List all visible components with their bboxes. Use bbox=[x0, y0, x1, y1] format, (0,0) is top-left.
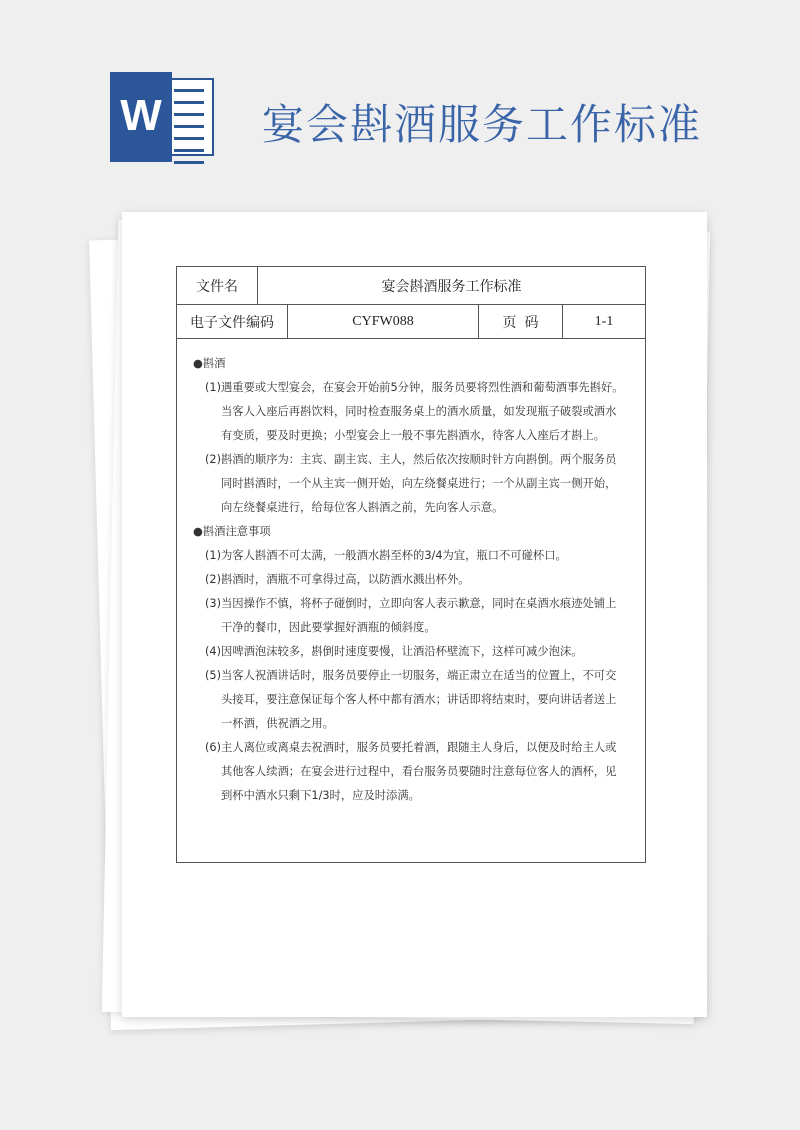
list-item-line: 其他客人续酒；在宴会进行过程中，看台服务员要随时注意每位客人的酒杯，见 bbox=[221, 765, 617, 778]
word-logo-tile bbox=[110, 72, 172, 162]
list-item-line: (1)为客人斟酒不可太满，一般酒水斟至杯的3/4为宜，瓶口不可碰杯口。 bbox=[205, 549, 567, 562]
list-item-line: (1)遇重要或大型宴会，在宴会开始前5分钟，服务员要将烈性酒和葡萄酒事先斟好。 bbox=[205, 381, 624, 394]
list-item-line: (5)当客人祝酒讲话时，服务员要停止一切服务，端正肃立在适当的位置上，不可交 bbox=[205, 669, 617, 682]
section-title: ●斟酒注意事项 bbox=[193, 525, 271, 538]
header-row-title bbox=[177, 267, 645, 305]
banner-title: 宴会斟酒服务工作标准 bbox=[262, 100, 703, 149]
list-item-line: (6)主人离位或离桌去祝酒时，服务员要托着酒，跟随主人身后，以便及时给主人或 bbox=[205, 741, 617, 754]
list-item-line: 有变质，要及时更换；小型宴会上一般不事先斟酒水，待客人入座后才斟上。 bbox=[221, 429, 606, 442]
header-row-code bbox=[177, 305, 645, 339]
document-body bbox=[177, 339, 645, 808]
list-item-line: 当客人入座后再斟饮料，同时检查服务桌上的酒水质量，如发现瓶子破裂或酒水 bbox=[221, 405, 617, 418]
list-item-line: 干净的餐巾，因此要掌握好酒瓶的倾斜度。 bbox=[221, 621, 436, 634]
document-table bbox=[176, 266, 646, 863]
file-code-label: 电子文件编码 bbox=[177, 305, 288, 338]
list-item-line: (2)斟酒时，酒瓶不可拿得过高，以防酒水溅出杯外。 bbox=[205, 573, 470, 586]
list-item-line: 向左绕餐桌进行，给每位客人斟酒之前，先向客人示意。 bbox=[221, 501, 504, 514]
file-name-label: 文件名 bbox=[177, 267, 258, 304]
file-code-value: CYFW088 bbox=[288, 305, 479, 338]
list-item-line: 头接耳，要注意保证每个客人杯中都有酒水；讲话即将结束时，要向讲话者送上 bbox=[221, 693, 617, 706]
page-value: 1-1 bbox=[594, 313, 614, 329]
list-item-line: 到杯中酒水只剩下1/3时，应及时添满。 bbox=[221, 789, 420, 802]
word-icon bbox=[110, 72, 216, 162]
list-item-line: (4)因啤酒泡沫较多，斟倒时速度要慢，让酒沿杯壁流下，这样可减少泡沫。 bbox=[205, 645, 583, 658]
list-item-line: (2)斟酒的顺序为：主宾、副主宾、主人，然后依次按顺时针方向斟倒。两个服务员 bbox=[205, 453, 617, 466]
word-logo-letter: W bbox=[120, 91, 162, 140]
list-item-line: 同时斟酒时，一个从主宾一侧开始，向左绕餐桌进行；一个从副主宾一侧开始， bbox=[221, 477, 617, 490]
section-title: ●斟酒 bbox=[193, 357, 226, 370]
page-label: 页码 bbox=[479, 305, 563, 338]
document-title: 宴会斟酒服务工作标准 bbox=[381, 278, 522, 295]
list-item-line: (3)当因操作不慎，将杯子碰倒时，立即向客人表示歉意，同时在桌酒水痕迹处铺上 bbox=[205, 597, 617, 610]
list-item-line: 一杯酒，供祝酒之用。 bbox=[221, 717, 334, 730]
